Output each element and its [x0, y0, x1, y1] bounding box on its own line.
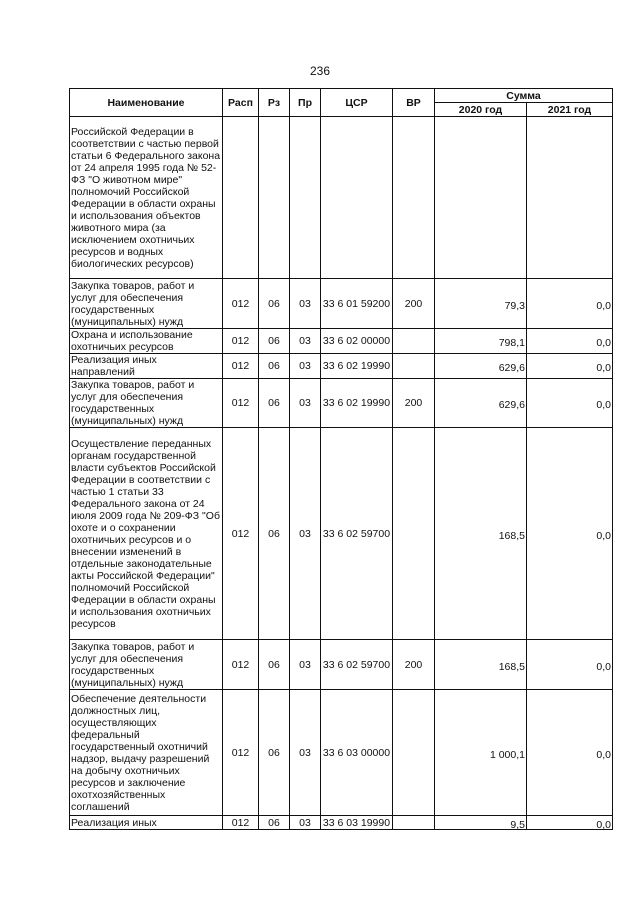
row-sum-2020: [435, 329, 527, 354]
row-sum-2021: [527, 379, 613, 428]
row-csr: 33 6 01 59200: [321, 279, 393, 329]
row-rasp: 012: [223, 690, 259, 816]
row-vr: 200: [393, 379, 435, 428]
row-sum-2020: [435, 640, 527, 690]
row-rz: 06: [259, 329, 290, 354]
row-sum-2020: [435, 816, 527, 830]
header-vr: ВР: [393, 89, 435, 117]
row-rasp: 012: [223, 279, 259, 329]
row-name: Закупка товаров, работ и услуг для обеспечения государственных (муниципальных) нужд: [70, 640, 223, 690]
row-sum-2020-value: 1 000,1: [489, 748, 525, 761]
row-name: Охрана и использование охотничьих ресурсов: [70, 329, 223, 354]
row-name: Осуществление переданных органам государственной власти субъектов Российской Федерации в соответствии с частью 1 статьи 33 Федерального закона от 24 июля 2009 года № 209-ФЗ "Об охоте и о сохранении охотничьих ресурсов и о внесении изменений в отдельные законодательные акты Российской Федерации" полномочий Российской Федерации в области охраны и использования охотничьих ресурсов: [70, 428, 223, 640]
row-rasp: 012: [223, 428, 259, 640]
header-pr: Пр: [290, 89, 321, 117]
row-sum-2021: [527, 816, 613, 830]
row-rz: [259, 117, 290, 279]
table-row: [70, 329, 613, 354]
row-sum-2020-value: 798,1: [498, 337, 525, 349]
header-summa: Сумма: [435, 89, 613, 103]
row-pr: 03: [290, 428, 321, 640]
row-csr: 33 6 02 19990: [321, 354, 393, 379]
row-pr: [290, 117, 321, 279]
row-name: Закупка товаров, работ и услуг для обеспечения государственных (муниципальных) нужд: [70, 379, 223, 428]
row-rz: 06: [259, 428, 290, 640]
table-row: [70, 640, 613, 690]
row-sum-2020-value: 9,5: [510, 818, 525, 831]
row-csr: [321, 117, 393, 279]
budget-table: [69, 88, 613, 830]
row-sum-2020-value: 168,5: [498, 529, 525, 542]
header-csr: ЦСР: [321, 89, 393, 117]
row-rz: 06: [259, 690, 290, 816]
row-sum-2020-value: 629,6: [498, 362, 525, 374]
row-sum-2021-value: 0,0: [596, 529, 611, 542]
row-pr: 03: [290, 354, 321, 379]
row-sum-2020: [435, 117, 527, 279]
row-name: Обеспечение деятельности должностных лиц, осуществляющих федеральный государственный охотничий надзор, выдачу разрешений на добычу охотничьих ресурсов и заключение охотхозяйственных соглашений: [70, 690, 223, 816]
header-name: Наименование: [70, 89, 223, 117]
row-sum-2020: [435, 428, 527, 640]
row-rasp: 012: [223, 379, 259, 428]
row-pr: 03: [290, 329, 321, 354]
row-name: Закупка товаров, работ и услуг для обеспечения государственных (муниципальных) нужд: [70, 279, 223, 329]
row-csr: 33 6 03 19990: [321, 816, 393, 830]
row-name: Реализация иных: [70, 816, 223, 830]
row-sum-2020-value: 168,5: [498, 660, 525, 673]
header-rasp: Расп: [223, 89, 259, 117]
row-rz: 06: [259, 640, 290, 690]
row-rasp: [223, 117, 259, 279]
row-rz: 06: [259, 279, 290, 329]
header-rz: Рз: [259, 89, 290, 117]
row-pr: 03: [290, 379, 321, 428]
row-sum-2020-value: 629,6: [498, 399, 525, 411]
row-sum-2020: [435, 354, 527, 379]
row-sum-2020-value: 79,3: [504, 299, 525, 312]
row-pr: 03: [290, 279, 321, 329]
row-vr: [393, 117, 435, 279]
table-row: [70, 354, 613, 379]
row-sum-2021-value: 0,0: [596, 362, 611, 374]
row-sum-2021-value: 0,0: [596, 299, 611, 312]
row-csr: 33 6 02 19990: [321, 379, 393, 428]
row-sum-2021-value: 0,0: [596, 660, 611, 673]
table-row: [70, 428, 613, 640]
row-sum-2020: [435, 690, 527, 816]
row-sum-2021: [527, 354, 613, 379]
row-sum-2021: [527, 690, 613, 816]
row-sum-2021-value: 0,0: [596, 748, 611, 761]
row-rasp: 012: [223, 816, 259, 830]
row-rz: 06: [259, 379, 290, 428]
row-sum-2021: [527, 329, 613, 354]
table-row: [70, 279, 613, 329]
row-rasp: 012: [223, 640, 259, 690]
row-sum-2020: [435, 379, 527, 428]
table-row: [70, 816, 613, 830]
table-row: [70, 117, 613, 279]
header-2021: 2021 год: [527, 103, 613, 117]
row-rz: 06: [259, 816, 290, 830]
row-vr: [393, 690, 435, 816]
row-pr: 03: [290, 690, 321, 816]
header-2020: 2020 год: [435, 103, 527, 117]
row-pr: 03: [290, 640, 321, 690]
row-sum-2021: [527, 279, 613, 329]
row-csr: 33 6 02 00000: [321, 329, 393, 354]
row-sum-2021-value: 0,0: [596, 337, 611, 349]
row-sum-2021: [527, 640, 613, 690]
row-name: Российской Федерации в соответствии с частью первой статьи 6 Федерального закона от 24 апреля 1995 года № 52-ФЗ "О животном мире" полномочий Российской Федерации в области охраны и использования объектов животного мира (за исключением охотничьих ресурсов и водных биологических ресурсов): [70, 117, 223, 279]
row-vr: [393, 428, 435, 640]
row-vr: [393, 816, 435, 830]
row-sum-2021-value: 0,0: [596, 399, 611, 411]
row-vr: [393, 329, 435, 354]
row-sum-2021: [527, 117, 613, 279]
row-sum-2021: [527, 428, 613, 640]
page-number: 236: [309, 64, 331, 78]
row-name: Реализация иных направлений: [70, 354, 223, 379]
row-vr: [393, 354, 435, 379]
row-sum-2020: [435, 279, 527, 329]
row-csr: 33 6 02 59700: [321, 428, 393, 640]
row-pr: 03: [290, 816, 321, 830]
row-csr: 33 6 02 59700: [321, 640, 393, 690]
row-rasp: 012: [223, 329, 259, 354]
table-row: [70, 690, 613, 816]
table-row: [70, 379, 613, 428]
row-rz: 06: [259, 354, 290, 379]
row-rasp: 012: [223, 354, 259, 379]
row-vr: 200: [393, 279, 435, 329]
row-sum-2021-value: 0,0: [596, 818, 611, 831]
row-vr: 200: [393, 640, 435, 690]
row-csr: 33 6 03 00000: [321, 690, 393, 816]
